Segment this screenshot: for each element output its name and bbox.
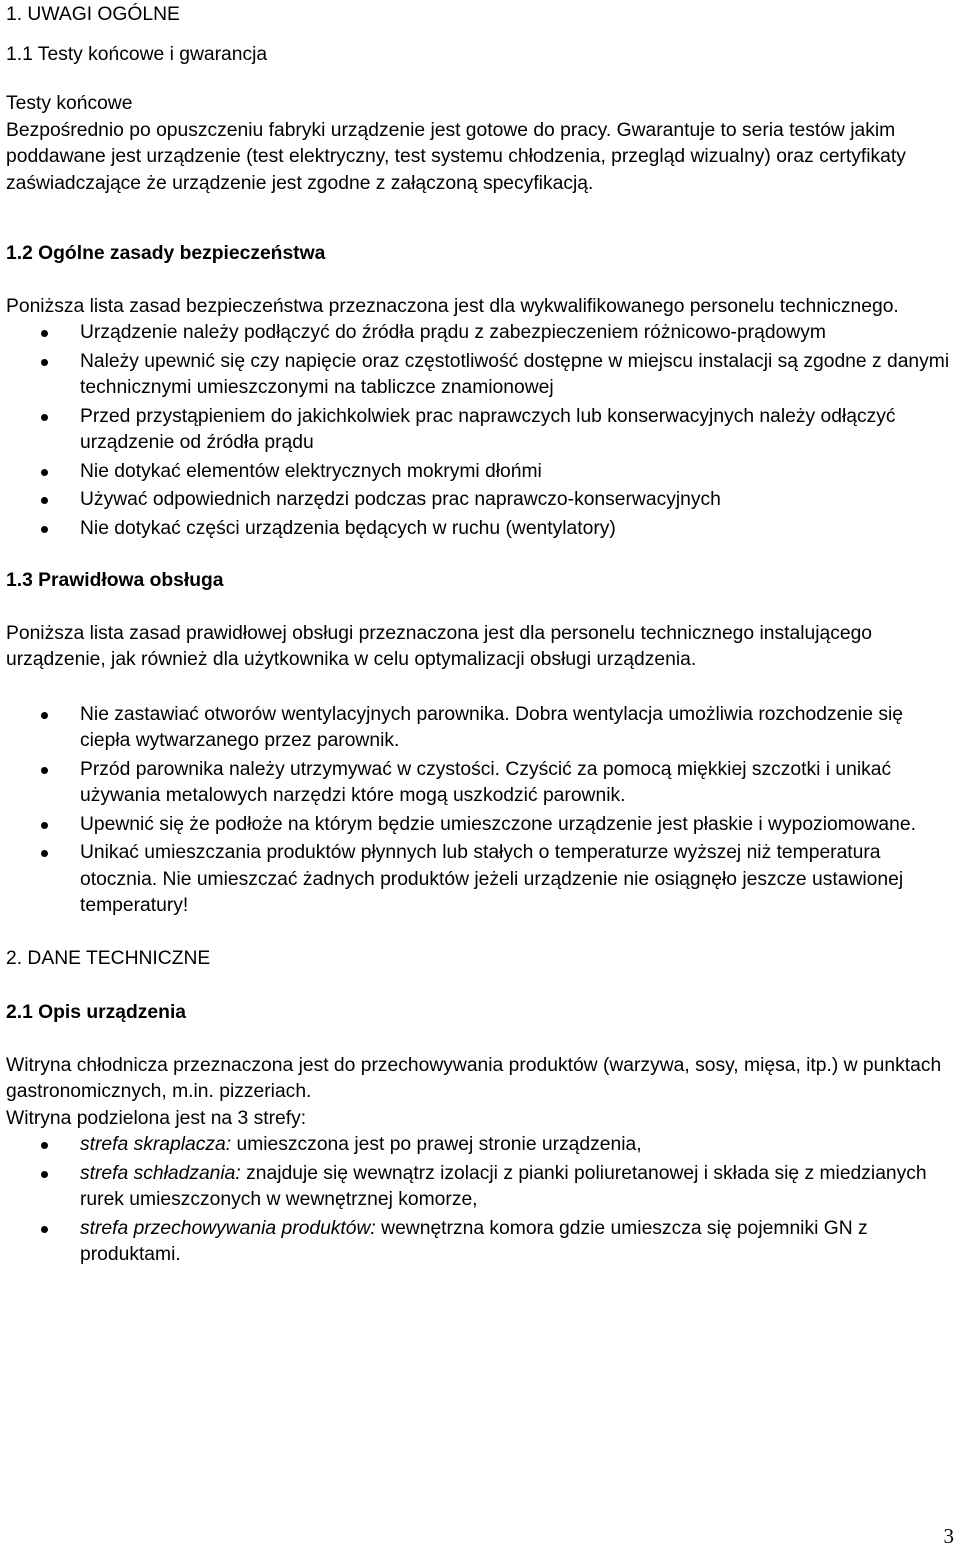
section-1-2-intro: Poniższa lista zasad bezpieczeństwa przeznaczona jest dla wykwalifikowanego personelu technicznego.: [6, 295, 899, 317]
section-1-1-subtitle: Testy końcowe: [6, 93, 133, 114]
zone-text: znajduje się wewnątrz izolacji z pianki poliuretanowej i składa się z miedzianych rurek umieszczonych w wewnętrznej komorze,: [80, 1162, 927, 1210]
section-2-title: 2. DANE TECHNICZNE: [6, 947, 211, 969]
bullet-icon: [41, 526, 48, 533]
safety-list: [6, 320, 956, 542]
list-item: [6, 1216, 956, 1269]
operation-list: [6, 702, 956, 920]
bullet-icon: [41, 330, 48, 337]
zone-text: wewnętrzna komora gdzie umieszcza się pojemniki GN z produktami.: [80, 1217, 868, 1265]
bullet-icon: [41, 850, 48, 857]
list-item: Nie dotykać elementów elektrycznych mokrymi dłońmi: [6, 459, 956, 486]
list-item: Unikać umieszczania produktów płynnych lub stałych o temperaturze wyższej niż temperatura otocznia. Nie umieszczać żadnych produktów jeżeli urządzenie nie osiągnęło jeszcze ustawionej temperatury!: [6, 840, 956, 920]
bullet-icon: [41, 822, 48, 829]
zones-intro: Witryna podzielona jest na 3 strefy:: [6, 1107, 307, 1129]
list-item: Należy upewnić się czy napięcie oraz częstotliwość dostępne w miejscu instalacji są zgodne z danymi technicznymi umieszczonymi na tabliczce znamionowej: [6, 349, 956, 402]
list-item: Przed przystąpieniem do jakichkolwiek prac naprawczych lub konserwacyjnych należy odłączyć urządzenie od źródła prądu: [6, 404, 956, 457]
section-1-2-title: 1.2 Ogólne zasady bezpieczeństwa: [6, 243, 326, 264]
section-1-1-paragraph: Bezpośrednio po opuszczeniu fabryki urządzenie jest gotowe do pracy. Gwarantuje to seria testów jakim poddawane jest urządzenie (test elektryczny, test systemu chłodzenia, przegląd wizualny) oraz certyfikaty zaświadczające że urządzenie jest zgodne z załączoną specyfikacją.: [6, 119, 906, 194]
bullet-icon: [41, 1171, 48, 1178]
list-item: Używać odpowiednich narzędzi podczas prac naprawczo-konserwacyjnych: [6, 487, 956, 514]
zone-term: strefa przechowywania produktów:: [80, 1217, 376, 1239]
section-1-title: 1. UWAGI OGÓLNE: [6, 4, 180, 25]
list-item: Nie dotykać części urządzenia będących w ruchu (wentylatory): [6, 516, 956, 543]
page-number: 3: [943, 1524, 954, 1548]
list-item: Urządzenie należy podłączyć do źródła prądu z zabezpieczeniem różnicowo-prądowym: [6, 320, 956, 347]
list-item: [6, 1132, 956, 1159]
bullet-icon: [41, 1226, 48, 1233]
list-item: [6, 1161, 956, 1214]
zone-term: strefa skraplacza:: [80, 1134, 232, 1155]
list-item: Upewnić się że podłoże na którym będzie umieszczone urządzenie jest płaskie i wypoziomowane.: [6, 812, 956, 839]
zone-term: strefa schładzania:: [80, 1162, 241, 1184]
bullet-icon: [41, 359, 48, 366]
section-1-3-intro: Poniższa lista zasad prawidłowej obsługi przeznaczona jest dla personelu technicznego instalującego urządzenie, jak również dla użytkownika w celu optymalizacji obsługi urządzenia.: [6, 622, 873, 670]
document-page: [6, 2, 956, 1271]
section-2-1-title: 2.1 Opis urządzenia: [6, 1002, 187, 1023]
bullet-icon: [41, 469, 48, 476]
bullet-icon: [41, 414, 48, 421]
zone-text: umieszczona jest po prawej stronie urządzenia,: [231, 1134, 642, 1155]
zones-list: [6, 1132, 956, 1269]
bullet-icon: [41, 1142, 48, 1149]
section-1-3-title: 1.3 Prawidłowa obsługa: [6, 570, 224, 591]
bullet-icon: [41, 712, 48, 719]
section-2-1-paragraph: Witryna chłodnicza przeznaczona jest do przechowywania produktów (warzywa, sosy, mięsa, itp.) w punktach gastronomicznych, m.in. pizzeriach.: [6, 1054, 942, 1102]
list-item: Nie zastawiać otworów wentylacyjnych parownika. Dobra wentylacja umożliwia rozchodzenie się ciepła wytwarzanego przez parownik.: [6, 702, 956, 755]
bullet-icon: [41, 767, 48, 774]
section-1-1-title: 1.1 Testy końcowe i gwarancja: [6, 43, 268, 65]
list-item: Przód parownika należy utrzymywać w czystości. Czyścić za pomocą miękkiej szczotki i unikać używania metalowych narzędzi które mogą uszkodzić parownik.: [6, 757, 956, 810]
bullet-icon: [41, 497, 48, 504]
